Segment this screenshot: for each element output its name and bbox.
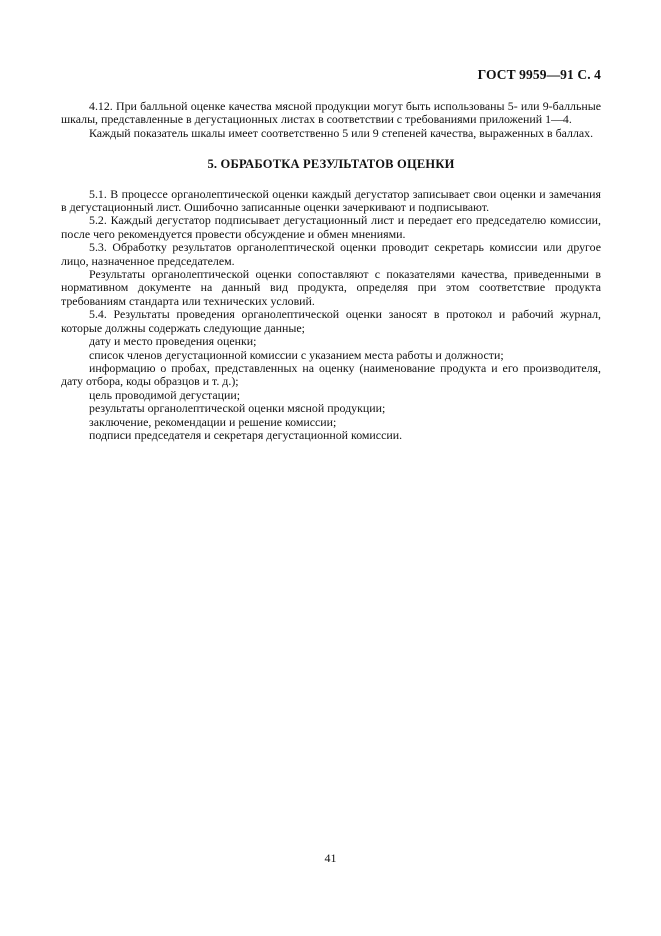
- paragraph-results-comparison: Результаты органолептической оценки сопоставляют с показателями качества, приведенными в нормативном документе на данный вид продукта, определяя при этом соответствие продукта требованиям стандарта или технических условий.: [61, 267, 601, 308]
- list-item-members: список членов дегустационной комиссии с указанием места работы и должности;: [89, 347, 504, 362]
- document-body: [61, 100, 601, 442]
- paragraph-5-4: 5.4. Результаты проведения органолептической оценки заносят в протокол и рабочий журнал, которые должны содержать следующие данные;: [61, 307, 601, 335]
- paragraph-5-1: 5.1. В процессе органолептической оценки каждый дегустатор записывает свои оценки и замечания в дегустационный лист. Ошибочно записанные оценки зачеркивают и подписывают.: [61, 186, 601, 215]
- list-item-signatures: подписи председателя и секретаря дегустационной комиссии.: [89, 427, 403, 442]
- list-item-date-place: дату и место проведения оценки;: [89, 334, 257, 349]
- paragraph-4-12: 4.12. При балльной оценке качества мясной продукции могут быть использованы 5- или 9-балльные шкалы, представленные в дегустационных листах в соответствии с требованиями приложений 1—4.: [61, 99, 601, 127]
- list-item-purpose: цель проводимой дегустации;: [89, 387, 241, 402]
- list-item-conclusion: заключение, рекомендации и решение комиссии;: [89, 414, 337, 429]
- list-item-results: результаты органолептической оценки мясной продукции;: [89, 401, 386, 416]
- list-item-samples-info: информацию о пробах, представленных на оценку (наименование продукта и его производителя, дату отбора, коды образцов и т. д.);: [61, 360, 601, 389]
- page-number: 41: [324, 851, 337, 865]
- paragraph-5-2: 5.2. Каждый дегустатор подписывает дегустационный лист и передает его председателю комиссии, после чего рекомендуется провести обсуждение и обмен мнениями.: [61, 213, 601, 241]
- section-title: 5. ОБРАБОТКА РЕЗУЛЬТАТОВ ОЦЕНКИ: [207, 157, 455, 172]
- document-header: ГОСТ 9959—91 С. 4: [477, 67, 601, 82]
- paragraph-5-3: 5.3. Обработку результатов органолептической оценки проводит секретарь комиссии или другое лицо, назначенное председателем.: [61, 240, 601, 268]
- paragraph-scale-description: Каждый показатель шкалы имеет соответственно 5 или 9 степеней качества, выраженных в баллах.: [89, 125, 594, 140]
